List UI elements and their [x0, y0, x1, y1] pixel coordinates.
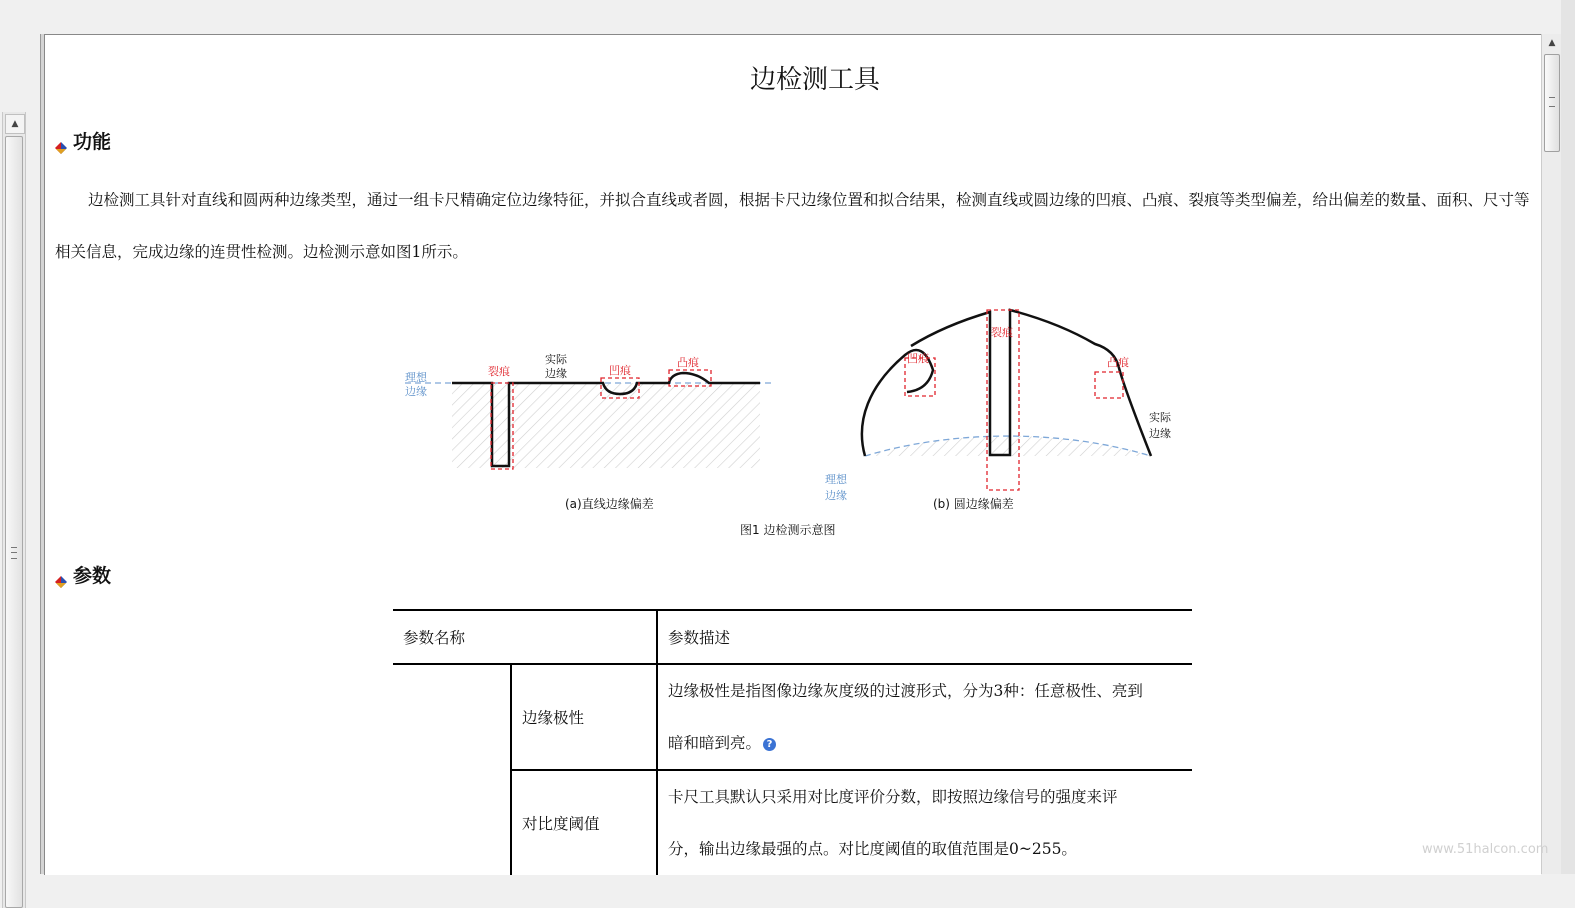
- page-title: 边检测工具: [749, 65, 880, 95]
- section-heading-function: [55, 127, 111, 154]
- header-param-name: 参数名称: [393, 610, 657, 664]
- actual-label-b-1: 实际: [1149, 411, 1171, 424]
- param-name-cell: 对比度阈值: [511, 770, 657, 875]
- left-scroll-thumb[interactable]: [5, 136, 23, 908]
- param-desc-line: 边缘极性是指图像边缘灰度级的过渡形式，分为3种：任意极性、亮到: [668, 682, 1143, 700]
- section-heading-label: 参数: [73, 565, 112, 587]
- param-desc-line-2: [668, 717, 1182, 769]
- left-scrollbar[interactable]: [2, 112, 26, 908]
- caption-a: (a)直线边缘偏差: [565, 497, 654, 511]
- param-desc-line: 卡尺工具默认只采用对比度评价分数，即按照边缘信号的强度来评: [668, 788, 1118, 806]
- bump-label-a: 凸痕: [677, 356, 699, 369]
- actual-label-a-2: 边缘: [545, 367, 567, 380]
- help-icon[interactable]: ?: [763, 738, 776, 751]
- group-cell: [393, 664, 511, 875]
- grip-icon: [1549, 97, 1555, 107]
- right-scrollbar[interactable]: [1541, 34, 1562, 874]
- section-heading-params: [55, 561, 111, 588]
- crack-label-a: 裂痕: [488, 365, 510, 378]
- dent-label-b: 凹痕: [907, 352, 929, 365]
- section-bullet-icon: [55, 137, 67, 149]
- caption-b: (b) 圆边缘偏差: [933, 497, 1014, 511]
- bump-label-b: 凸痕: [1107, 356, 1129, 369]
- section-bullet-icon: [55, 571, 67, 583]
- scroll-up-arrow-icon[interactable]: ▲: [1548, 38, 1556, 48]
- crack-label-b: 裂痕: [991, 326, 1013, 339]
- ideal-label-b-2: 边缘: [825, 489, 847, 502]
- watermark: www.51halcon.com: [1422, 842, 1549, 857]
- ideal-label-a-2: 边缘: [405, 385, 427, 398]
- param-desc-cell: [657, 664, 1192, 770]
- table-row: [393, 770, 1192, 875]
- params-table: [393, 609, 1192, 875]
- function-text: 边检测工具针对直线和圆两种边缘类型，通过一组卡尺精确定位边缘特征，并拟合直线或者圆，根据卡尺边缘位置和拟合结果，检测直线或圆边缘的凹痕、凸痕、裂痕等类型偏差，给出偏差的数量、面积、尺寸等相关信息，完成边缘的连贯性检测。边检测示意如图1所示。: [55, 191, 1530, 261]
- param-desc-line-2: 分，输出边缘最强的点。对比度阈值的取值范围是0~255。: [668, 840, 1077, 858]
- edge-detection-figure: [45, 280, 1541, 540]
- actual-label-b-2: 边缘: [1149, 427, 1171, 440]
- help-content-pane: [44, 34, 1541, 875]
- actual-circle-edge-right: [911, 310, 1151, 456]
- table-header-row: [393, 610, 1192, 664]
- section-heading-label: 功能: [73, 131, 112, 153]
- header-param-desc: 参数描述: [657, 610, 1192, 664]
- param-desc-cell: [657, 770, 1192, 875]
- ideal-label-a-1: 理想: [405, 371, 427, 384]
- actual-label-a-1: 实际: [545, 353, 567, 366]
- figure-caption: 图1 边检测示意图: [740, 523, 836, 537]
- scroll-up-arrow-icon[interactable]: ▲: [5, 114, 25, 134]
- param-desc-text: 暗和暗到亮。: [668, 734, 762, 752]
- grip-icon: [11, 547, 17, 559]
- right-scroll-thumb[interactable]: [1544, 54, 1560, 152]
- bump-box-b: [1095, 372, 1123, 398]
- left-pane: [0, 34, 40, 874]
- dent-label-a: 凹痕: [609, 364, 631, 377]
- function-paragraph: [55, 174, 1535, 278]
- figure-svg: [45, 280, 1541, 540]
- table-row: [393, 664, 1192, 770]
- line-region-hatch: [452, 383, 760, 468]
- param-name-cell: 边缘极性: [511, 664, 657, 770]
- actual-circle-edge-left: [862, 350, 933, 456]
- ideal-label-b-1: 理想: [825, 473, 847, 486]
- window-right-edge: [1561, 0, 1575, 874]
